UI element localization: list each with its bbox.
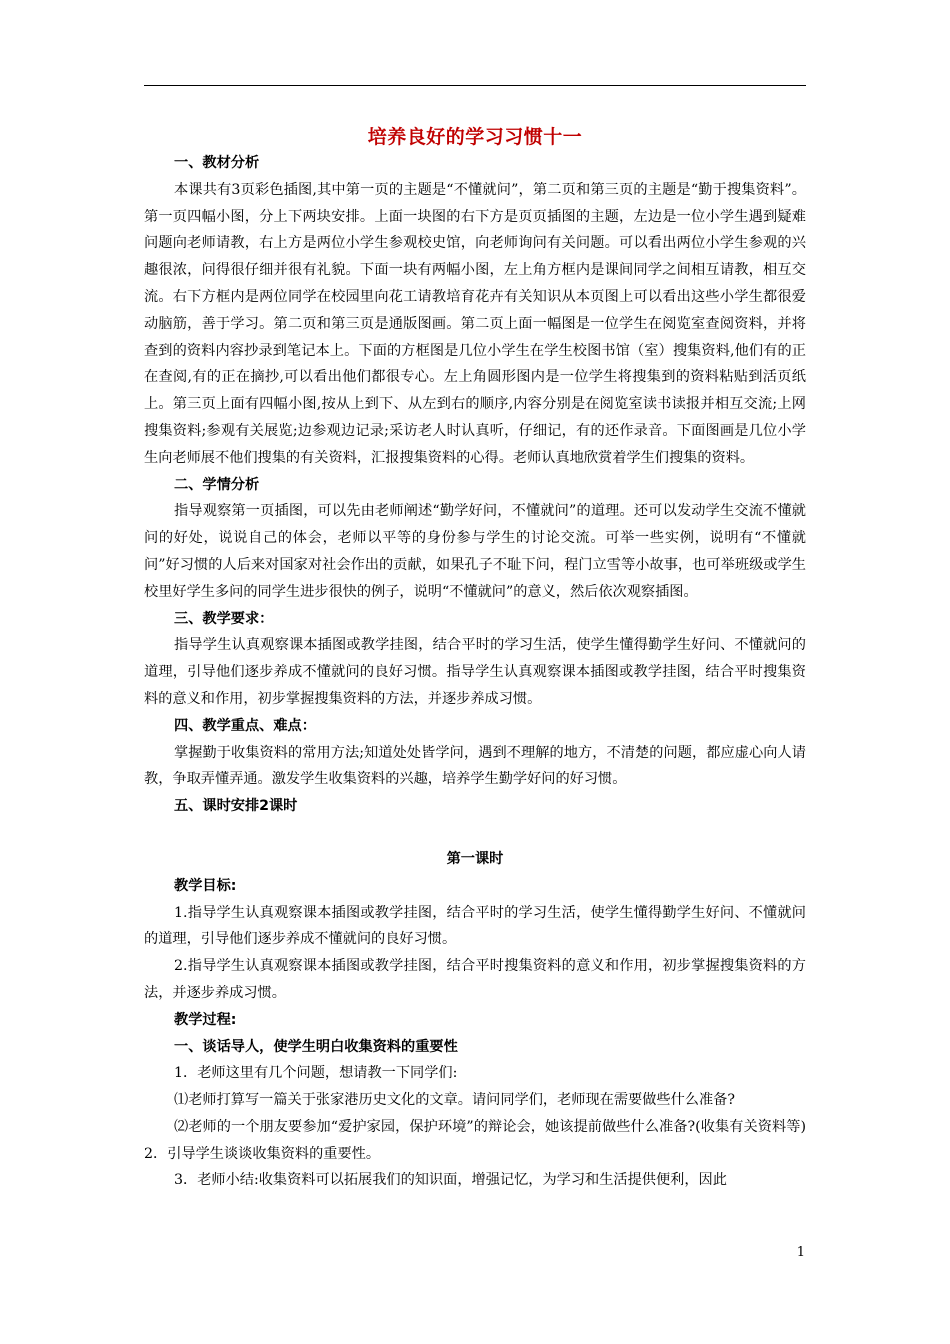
step1-intro: 1．老师这里有几个问题，想请教一下同学们:: [174, 1065, 458, 1082]
section-paragraph-2: 指导观察第一页插图，可以先由老师阐述“勤学好问，不懂就问”的道理。还可以发动学生交流不懂就问的好处，说说自己的体会，老师以平等的身份参与学生的讨论交流。可举一些实例，说明有“不懂就问”好习惯的人后来对国家对社会作出的贡献，如果孔子不耻下问，程门立雪等小故事，也可举班级或学生校里好学生多问的同学生进步很快的例子，说明“不懂就问”的意义，然后依次观察插图。: [144, 503, 806, 600]
document-body: [144, 150, 835, 1194]
goals-heading: 教学目标:: [174, 877, 237, 894]
question-1: ⑴老师打算写一篇关于张家港历史文化的文章。请问同学们，老师现在需要做些什么准备?: [174, 1092, 735, 1109]
teacher-summary: 3．老师小结:收集资料可以拓展我们的知识面，增强记忆，为学习和生活提供便利，因此: [174, 1172, 727, 1189]
section-paragraph-1: 本课共有3页彩色插图,其中第一页的主题是“不懂就问”，第二页和第三页的主题是“勤于搜集资料”。第一页四幅小图，分上下两块安排。上面一块图的右下方是页页插图的主题，左边是一位小学生遇到疑难问题向老师请教，右上方是两位小学生参观校史馆，向老师询问有关问题。可以看出两位小学生参观的兴趣很浓，问得很仔细并很有礼貌。下面一块有两幅小图，左上角方框内是课间同学之间相互请教，相互交流。右下方框内是两位同学在校园里向花工请教培育花卉有关知识从本页图上可以看出这些小学生都很爱动脑筋，善于学习。第二页和第三页是通版图画。第二页上面一幅图是一位学生在阅览室查阅资料，并将查到的资料内容抄录到笔记本上。下面的方框图是几位小学生在学生校图书馆（室）搜集资料,他们有的正在查阅,有的正在摘抄,可以看出他们都很专心。左上角圆形图内是一位学生将搜集到的资料粘贴到活页纸上。第三页上面有四幅小图,按从上到下、从左到右的顺序,内容分别是在阅览室读书读报并相互交流;上网搜集资料;参观有关展览;边参观边记录;采访老人时认真听，仔细记，有的还作录音。下面图画是几位小学生向老师展不他们搜集的有关资料，汇报搜集资料的心得。老师认真地欣赏着学生们搜集的资料。: [144, 181, 806, 466]
header-rule: [144, 85, 806, 86]
section-heading-1: 一、教材分析: [174, 155, 260, 171]
section-heading-3: 三、教学要求：: [174, 610, 274, 627]
section-paragraph-3: 指导学生认真观察课本插图或教学挂图，结合平时的学习生活，使学生懂得勤学生好问、不懂就问的道理，引导他们逐步养成不懂就问的良好习惯。指导学生认真观察课本插图或教学挂图，结合平时搜集资料的意义和作用，初步掌握搜集资料的方法，并逐步养成习惯。: [144, 637, 806, 707]
section-paragraph-4: 掌握勤于收集资料的常用方法;知道处处皆学问，遇到不理解的地方，不清楚的问题，都应虚心向人请教，争取弄懂弄通。激发学生收集资料的兴趣，培养学生勤学好问的好习惯。: [144, 744, 806, 788]
section-heading-2: 二、学情分析: [174, 476, 260, 493]
document-title: 培养良好的学习习惯十一: [367, 126, 583, 148]
goal-item-2: 2.指导学生认真观察课本插图或教学挂图，结合平时搜集资料的意义和作用，初步掌握搜集资料的方法，并逐步养成习惯。: [144, 958, 806, 1001]
section-heading-5: 五、课时安排2课时: [174, 798, 298, 815]
section-heading-4: 四、教学重点、难点：: [174, 717, 316, 734]
page-number: 1: [796, 1245, 805, 1260]
question-2: ⑵老师的一个朋友要参加“爱护家园，保护环境”的辩论会，她该提前做些什么准备?(收集有关资料等) 2．引导学生谈谈收集资料的重要性。: [144, 1118, 835, 1162]
goal-item-1: 1.指导学生认真观察课本插图或教学挂图，结合平时的学习生活，使学生懂得勤学生好问、不懂就问的道理，引导他们逐步养成不懂就问的良好习惯。: [144, 904, 806, 948]
process-heading: 教学过程:: [174, 1011, 237, 1028]
lesson-heading: 第一课时: [446, 850, 504, 867]
step1-heading: 一、谈话导人，使学生明白收集资料的重要性: [174, 1038, 458, 1055]
